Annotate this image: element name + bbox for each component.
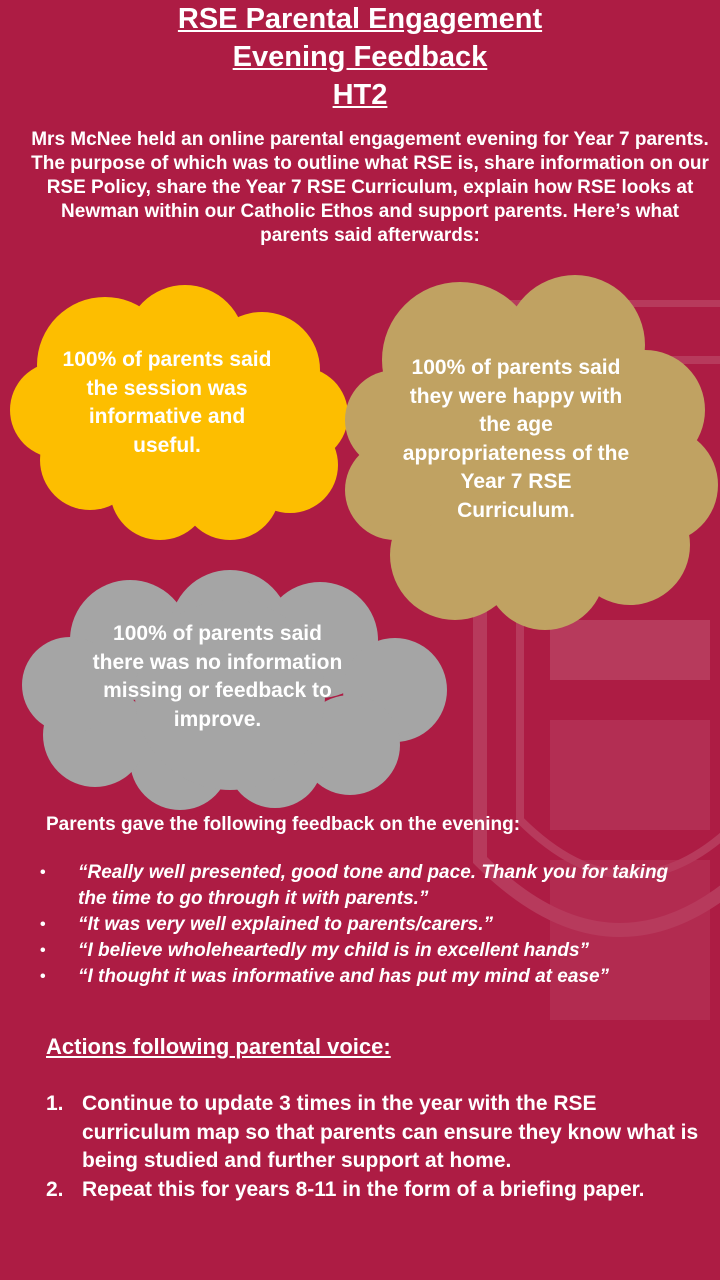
quote-text: “Really well presented, good tone and pace. Thank you for taking the time to go through it with parents.”	[78, 862, 669, 909]
quote-text: “I thought it was informative and has put my mind at ease”	[78, 966, 610, 987]
title-line-1: RSE Parental Engagement	[177, 3, 543, 35]
bullet-icon: •	[40, 864, 46, 881]
list-item	[46, 1090, 706, 1176]
cloud-text-age-appropriate: 100% of parents said they were happy with the age appropriateness of the Year 7 RSE Curriculum.	[402, 356, 630, 522]
action-text: Continue to update 3 times in the year with the RSE curriculum map so that parents can ensure they know what is being studied and further support at home.	[82, 1092, 699, 1172]
list-item	[40, 938, 700, 964]
list-item	[40, 860, 700, 912]
action-text: Repeat this for years 8-11 in the form of a briefing paper.	[82, 1177, 645, 1201]
cloud-text-no-missing-info: 100% of parents said there was no information missing or feedback to improve.	[92, 622, 343, 731]
actions-list	[46, 1090, 706, 1204]
intro-paragraph: Mrs McNee held an online parental engagement evening for Year 7 parents. The purpose of which was to outline what RSE is, share information on our RSE Policy, share the Year 7 RSE Curriculum, explain how RSE looks at Newman within our Catholic Ethos and support parents. Here’s what parents said afterwards:	[31, 129, 709, 246]
bullet-icon: •	[40, 968, 46, 985]
actions-heading: Actions following parental voice:	[46, 1034, 391, 1059]
title-line-3: HT2	[332, 79, 388, 111]
list-item	[40, 964, 700, 990]
title-line-2: Evening Feedback	[232, 41, 488, 73]
bullet-icon: •	[40, 916, 46, 933]
action-number: 1.	[46, 1092, 64, 1115]
feedback-intro: Parents gave the following feedback on the evening:	[46, 814, 521, 835]
feedback-quote-list	[40, 860, 700, 990]
list-item	[46, 1176, 706, 1205]
cloud-text-informative: 100% of parents said the session was informative and useful.	[62, 348, 272, 457]
quote-text: “I believe wholeheartedly my child is in excellent hands”	[78, 940, 590, 961]
list-item	[40, 912, 700, 938]
action-number: 2.	[46, 1177, 64, 1201]
quote-text: “It was very well explained to parents/carers.”	[78, 914, 494, 935]
bullet-icon: •	[40, 942, 46, 959]
